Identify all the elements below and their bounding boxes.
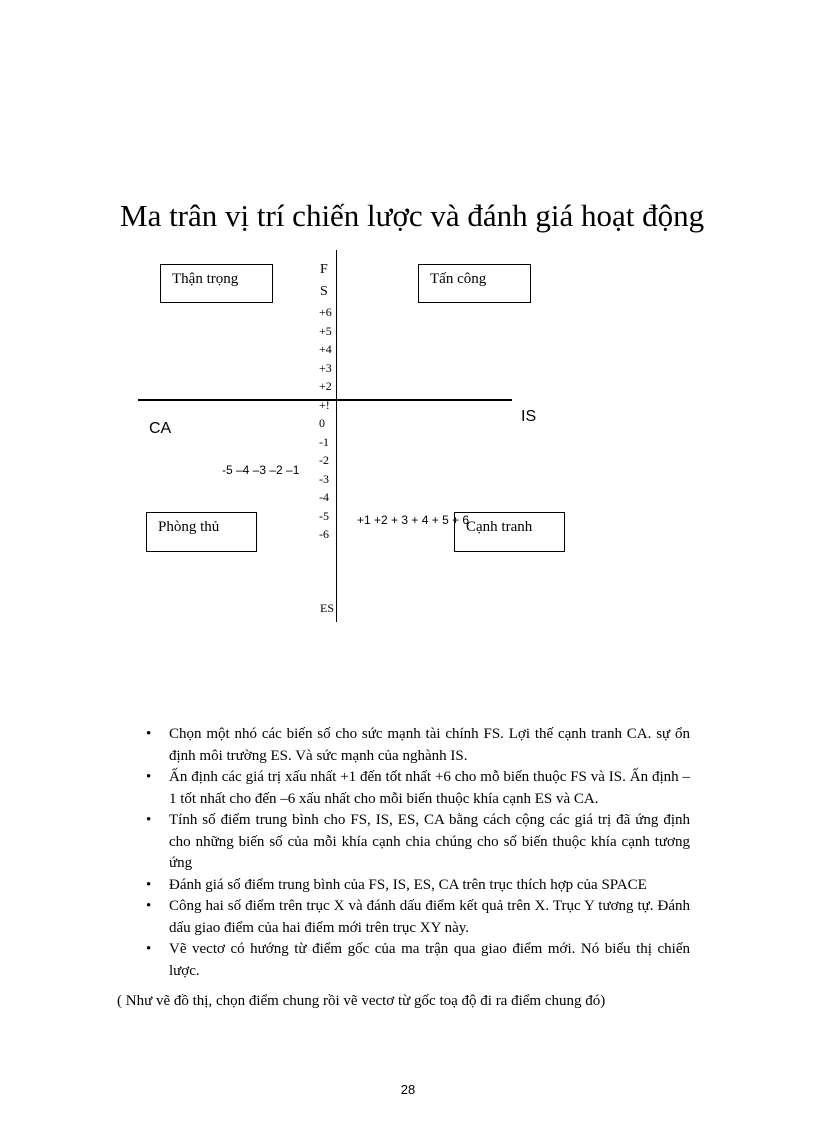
page-title: Ma trân vị trí chiến lược và đánh giá hoạt động (120, 198, 705, 233)
list-item: • Chọn một nhó các biến số cho sức mạnh tài chính FS. Lợi thế cạnh tranh CA. sự ổn định môi trường ES. Và sức mạnh của nghành IS. (146, 724, 690, 767)
y-tick-label: 0 (319, 416, 325, 430)
y-tick-label: +! (319, 397, 330, 412)
page-number: 28 (400, 1082, 416, 1097)
is-axis-label: IS (521, 408, 537, 425)
ca-axis-label: CA (149, 420, 172, 437)
y-tick-label: -3 (319, 471, 329, 486)
quadrant-competitive-label: Cạnh tranh (466, 519, 533, 535)
y-tick-label: +2 (319, 379, 332, 393)
list-item: • Đánh giá số điểm trung bình của FS, IS, ES, CA trên trục thích hợp của SPACE (146, 875, 690, 897)
negative-x-scale: -5 –4 –3 –2 –1 (222, 463, 300, 477)
quadrant-aggressive-box (418, 264, 531, 303)
quadrant-aggressive-label: Tấn công (430, 271, 487, 287)
list-item: • Vẽ vectơ có hướng từ điểm gốc của ma trận qua giao điểm mới. Nó biểu thị chiến lược. (146, 939, 690, 982)
instruction-list (146, 724, 690, 982)
vertical-axis-line (336, 250, 337, 622)
positive-x-scale: +1 +2 + 3 + 4 + 5 + 6 (357, 513, 470, 527)
quadrant-defensive-box (146, 512, 257, 552)
y-tick-label: +5 (319, 323, 332, 338)
list-item: • Công hai số điểm trên trục X và đánh dấu điểm kết quả trên X. Trục Y tương tự. Đánh dấu giao điểm của hai điểm mới trên trục XY này. (146, 896, 690, 939)
y-tick-label: -2 (319, 453, 329, 467)
list-item: • Ấn định các giá trị xấu nhất +1 đến tốt nhất +6 cho mỗ biến thuộc FS và IS. Ấn định –1 tốt nhất cho đến –6 xấu nhất cho mỗi biến thuộc khía cạnh ES và CA. (146, 767, 690, 810)
footnote: ( Như vẽ đồ thị, chọn điểm chung rồi vẽ vectơ từ gốc toạ độ đi ra điểm chung đó) (117, 993, 606, 1009)
quadrant-competitive-box (454, 512, 565, 552)
es-axis-label: ES (320, 601, 335, 615)
quadrant-conservative-label: Thận trọng (172, 271, 239, 287)
y-tick-label: +6 (319, 305, 332, 319)
y-tick-label: +3 (319, 360, 332, 375)
fs-axis-letter-s: S (320, 284, 328, 299)
fs-axis-letter-f: F (320, 262, 328, 277)
y-tick-label: -1 (319, 434, 329, 449)
y-tick-label: -4 (319, 490, 329, 504)
y-tick-label: -6 (319, 527, 329, 541)
y-tick-label: +4 (319, 342, 332, 356)
quadrant-conservative-box (160, 264, 273, 303)
y-tick-label: -5 (319, 508, 329, 523)
list-item: • Tính số điểm trung bình cho FS, IS, ES, CA bằng cách cộng các giá trị đã ứng định cho những biến số của mỗi khía cạnh chia chúng cho số biến thuộc khía cạnh tương ứng (146, 810, 690, 875)
quadrant-defensive-label: Phòng thủ (158, 519, 220, 535)
